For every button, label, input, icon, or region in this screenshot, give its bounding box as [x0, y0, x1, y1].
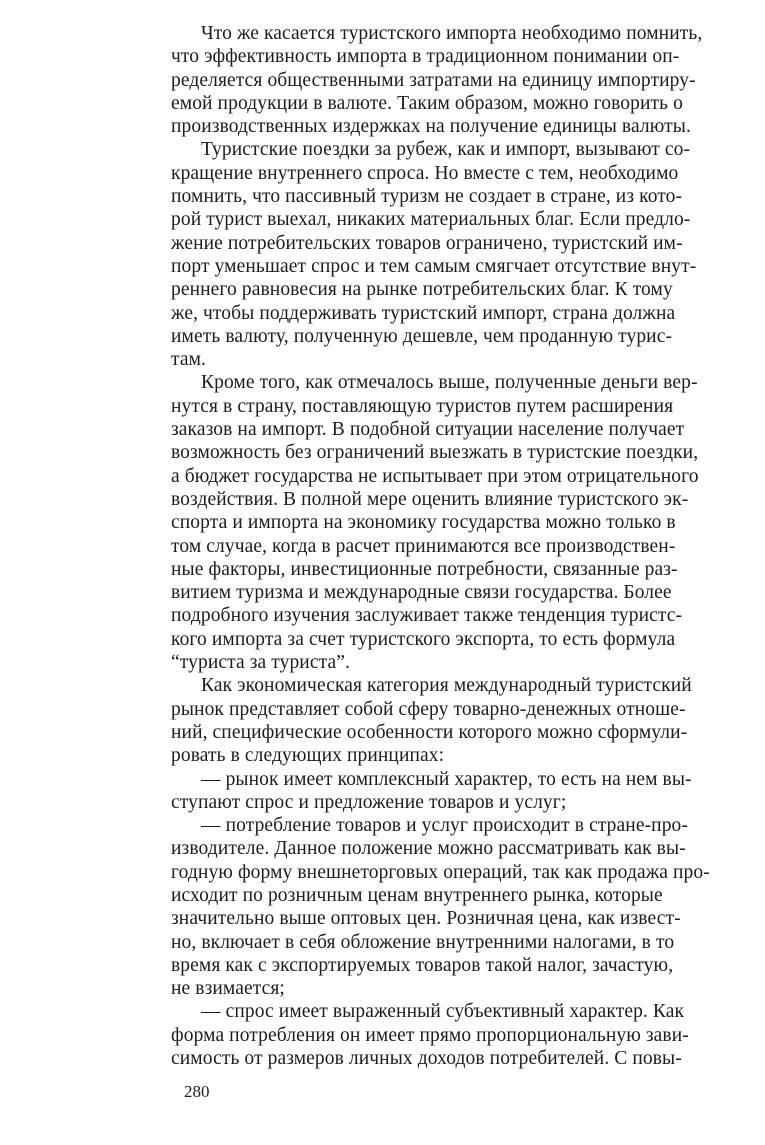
text-line: том случае, когда в расчет принимаются все производствен- — [171, 535, 676, 557]
text-line: — рынок имеет комплексный характер, то есть на нем вы- — [201, 768, 692, 790]
text-line: Кроме того, как отмечалось выше, полученные деньги вер- — [201, 372, 698, 394]
text-line: Как экономическая категория международный туристский — [201, 675, 692, 697]
text-line: — потребление товаров и услуг происходит в стране-про- — [201, 815, 688, 837]
text-line: время как с экспортируемых товаров такой налог, зачастую, — [171, 954, 674, 976]
text-line: витием туризма и международные связи государства. Более — [171, 582, 672, 604]
text-line: реннего равновесия на рынке потребительских благ. К тому — [171, 279, 673, 301]
text-line: спорта и импорта на экономику государства можно только в — [171, 512, 676, 534]
paragraph — [171, 768, 765, 815]
text-line: воздействия. В полной мере оценить влияние туристского эк- — [171, 488, 689, 510]
paragraph — [171, 22, 765, 138]
page-number: 280 — [184, 1082, 210, 1101]
text-line: — спрос имеет выраженный субъективный характер. Как — [201, 1001, 685, 1023]
paragraph — [171, 138, 765, 371]
text-line: заказов на импорт. В подобной ситуации население получает — [171, 419, 685, 441]
text-line: помнить, что пассивный туризм не создает в стране, из кото- — [171, 186, 683, 208]
text-line: кращение внутреннего спроса. Но вместе с тем, необходимо — [171, 162, 679, 184]
text-line: ровать в следующих принципах: — [171, 745, 445, 767]
text-line: не взимается; — [171, 978, 285, 1000]
text-body — [171, 22, 765, 1070]
text-line: подробного изучения заслуживает также тенденция туристс- — [171, 605, 683, 627]
text-line: рой турист выехал, никаких материальных благ. Если предло- — [171, 209, 691, 231]
text-line: но, включает в себя обложение внутренними налогами, в то — [171, 931, 675, 953]
text-line: ступают спрос и предложение товаров и услуг; — [171, 791, 567, 813]
text-line: же, чтобы поддерживать туристский импорт, страна должна — [171, 302, 676, 324]
text-line: порт уменьшает спрос и тем самым смягчает отсутствие внут- — [171, 255, 697, 277]
text-line: жение потребительских товаров ограничено, туристский им- — [171, 232, 683, 254]
text-line: Туристские поездки за рубеж, как и импорт, вызывают со- — [201, 139, 691, 161]
paragraph — [171, 814, 765, 1000]
text-line: годную форму внешнеторговых операций, так как продажа про- — [171, 861, 710, 883]
text-line: изводителе. Данное положение можно рассматривать как вы- — [171, 838, 686, 860]
text-line: ределяется общественными затратами на единицу импортиру- — [171, 69, 696, 91]
text-line: а бюджет государства не испытывает при этом отрицательного — [171, 465, 699, 487]
text-line: значительно выше оптовых цен. Розничная цена, как извест- — [171, 908, 681, 930]
text-line: исходит по розничным ценам внутреннего рынка, которые — [171, 884, 663, 906]
text-line: производственных издержках на получение единицы валюты. — [171, 116, 691, 138]
text-line: “туриста за туриста”. — [171, 652, 350, 674]
text-line: иметь валюту, полученную дешевле, чем проданную турис- — [171, 325, 673, 347]
paragraph — [171, 371, 765, 674]
text-line: там. — [171, 349, 207, 371]
paragraph — [171, 1000, 765, 1070]
text-line: ные факторы, инвестиционные потребности, связанные раз- — [171, 558, 678, 580]
text-line: возможность без ограничений выезжать в туристские поездки, — [171, 442, 699, 464]
text-line: ний, специфические особенности которого можно сформули- — [171, 721, 688, 743]
text-line: емой продукции в валюте. Таким образом, можно говорить о — [171, 92, 683, 114]
text-line: Что же касается туристского импорта необходимо помнить, — [201, 23, 703, 44]
text-line: кого импорта за счет туристского экспорта, то есть формула — [171, 628, 676, 650]
text-line: что эффективность импорта в традиционном понимании оп- — [171, 46, 680, 68]
text-line: симость от размеров личных доходов потребителей. С повы- — [171, 1048, 682, 1070]
text-line: нутся в страну, поставляющую туристов путем расширения — [171, 395, 674, 417]
text-line: рынок представляет собой сферу товарно-денежных отноше- — [171, 698, 686, 720]
paragraph — [171, 674, 765, 767]
text-line: форма потребления он имеет прямо пропорциональную зави- — [171, 1024, 689, 1046]
